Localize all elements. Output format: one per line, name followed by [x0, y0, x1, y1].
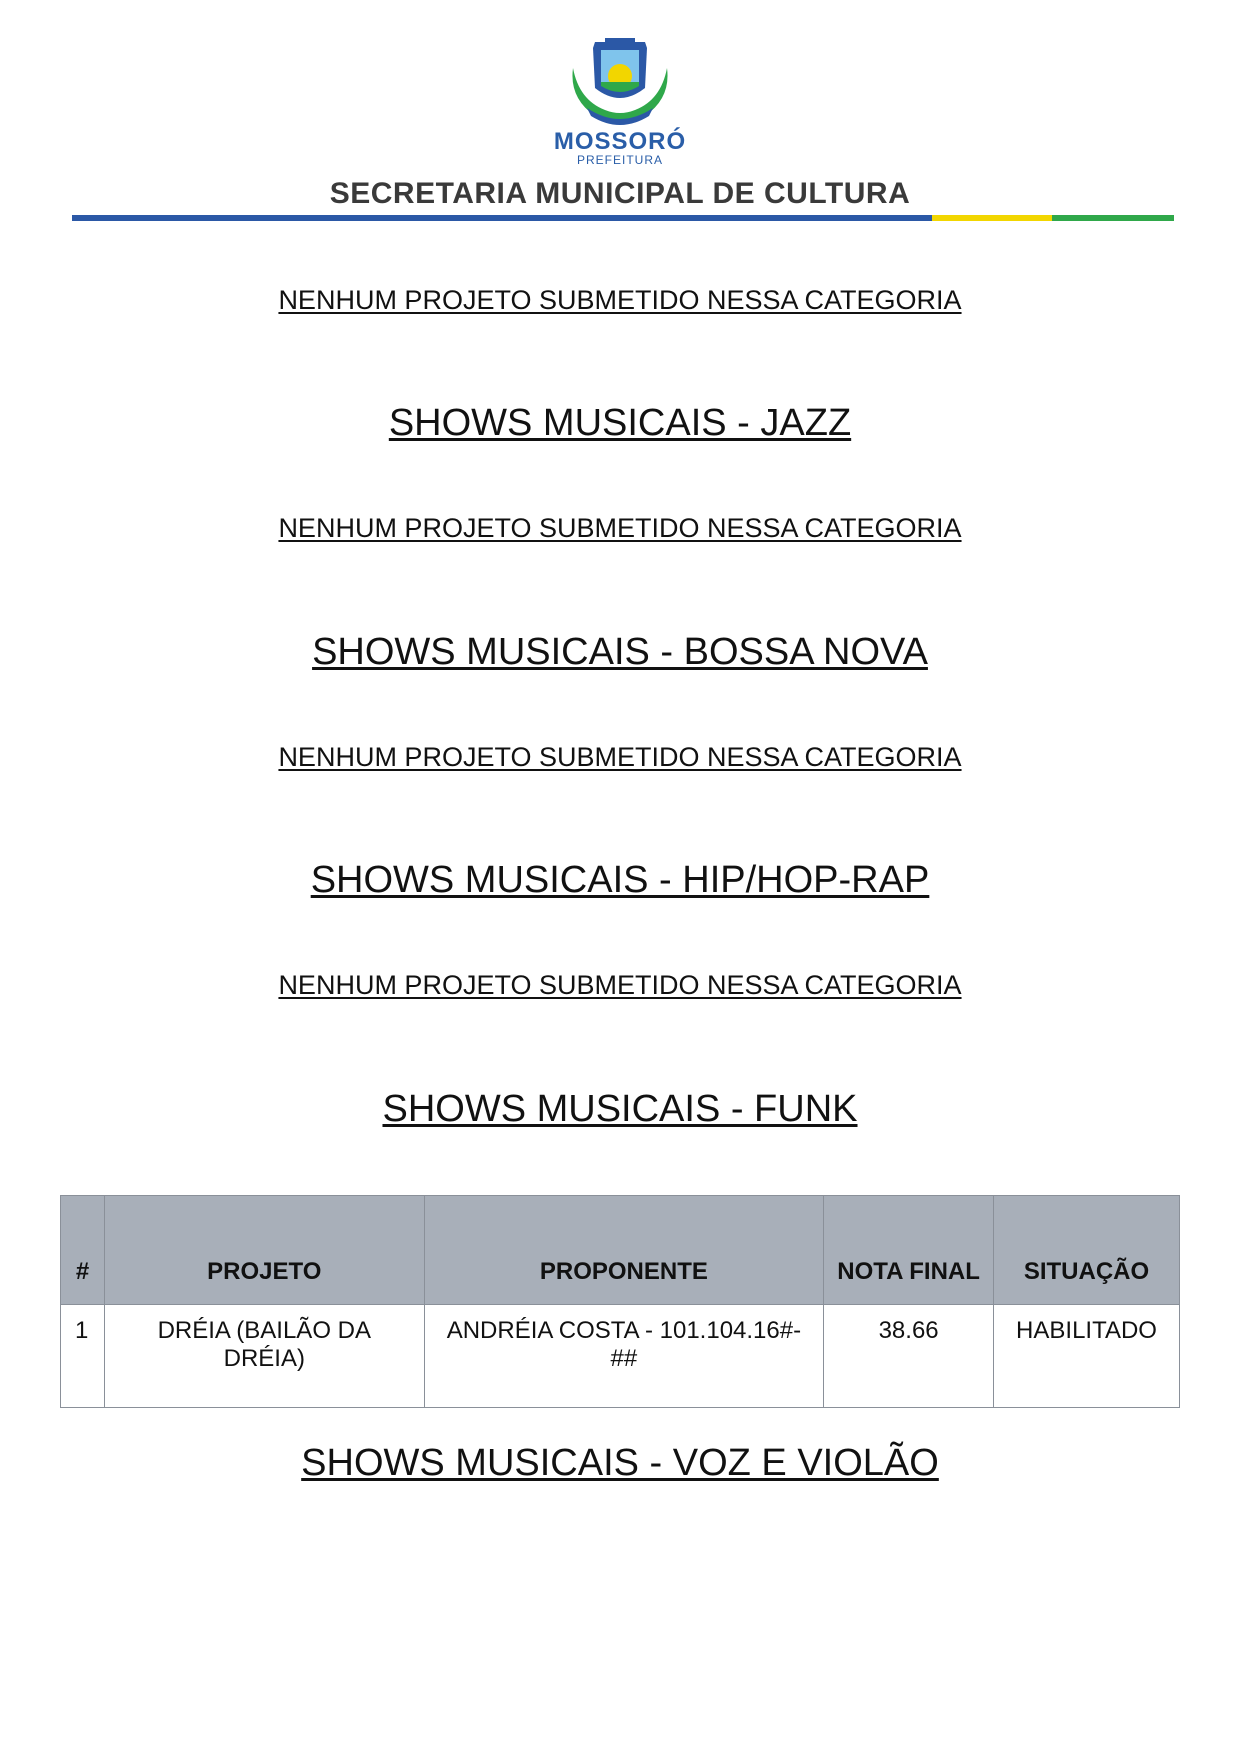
cell-number: 1	[61, 1305, 105, 1408]
column-header-number: #	[61, 1196, 105, 1305]
header-bar-green	[1052, 215, 1174, 221]
coat-of-arms-icon	[565, 38, 675, 126]
column-header-projeto: PROJETO	[104, 1196, 424, 1305]
column-header-situacao: SITUAÇÃO	[994, 1196, 1180, 1305]
section-title-bossa-nova: SHOWS MUSICAIS - BOSSA NOVA	[312, 631, 928, 673]
funk-results-table	[60, 1195, 1180, 1408]
no-projects-notice: NENHUM PROJETO SUBMETIDO NESSA CATEGORIA	[278, 285, 962, 315]
cell-proponente: ANDRÉIA COSTA - 101.104.16#-##	[424, 1305, 824, 1408]
no-projects-notice: NENHUM PROJETO SUBMETIDO NESSA CATEGORIA	[278, 970, 962, 1000]
table-header-row	[61, 1196, 1180, 1305]
cell-situacao: HABILITADO	[994, 1305, 1180, 1408]
header-bar-blue	[72, 215, 932, 221]
section-title-hip-hop-rap: SHOWS MUSICAIS - HIP/HOP-RAP	[310, 859, 930, 901]
table-row	[61, 1305, 1180, 1408]
department-name: SECRETARIA MUNICIPAL DE CULTURA	[329, 177, 911, 210]
column-header-proponente: PROPONENTE	[424, 1196, 824, 1305]
document-header	[0, 0, 1240, 230]
org-subtitle: PREFEITURA	[576, 153, 663, 167]
no-projects-notice: NENHUM PROJETO SUBMETIDO NESSA CATEGORIA	[278, 742, 962, 772]
cell-projeto: DRÉIA (BAILÃO DA DRÉIA)	[104, 1305, 424, 1408]
header-bar-yellow	[932, 215, 1052, 221]
section-title-jazz: SHOWS MUSICAIS - JAZZ	[388, 402, 852, 444]
no-projects-notice: NENHUM PROJETO SUBMETIDO NESSA CATEGORIA	[278, 513, 962, 543]
section-title-funk: SHOWS MUSICAIS - FUNK	[382, 1088, 858, 1130]
section-title-voz-e-violao: SHOWS MUSICAIS - VOZ E VIOLÃO	[301, 1442, 939, 1484]
column-header-nota-final: NOTA FINAL	[824, 1196, 994, 1305]
org-name: MOSSORÓ	[553, 128, 687, 155]
cell-nota-final: 38.66	[824, 1305, 994, 1408]
